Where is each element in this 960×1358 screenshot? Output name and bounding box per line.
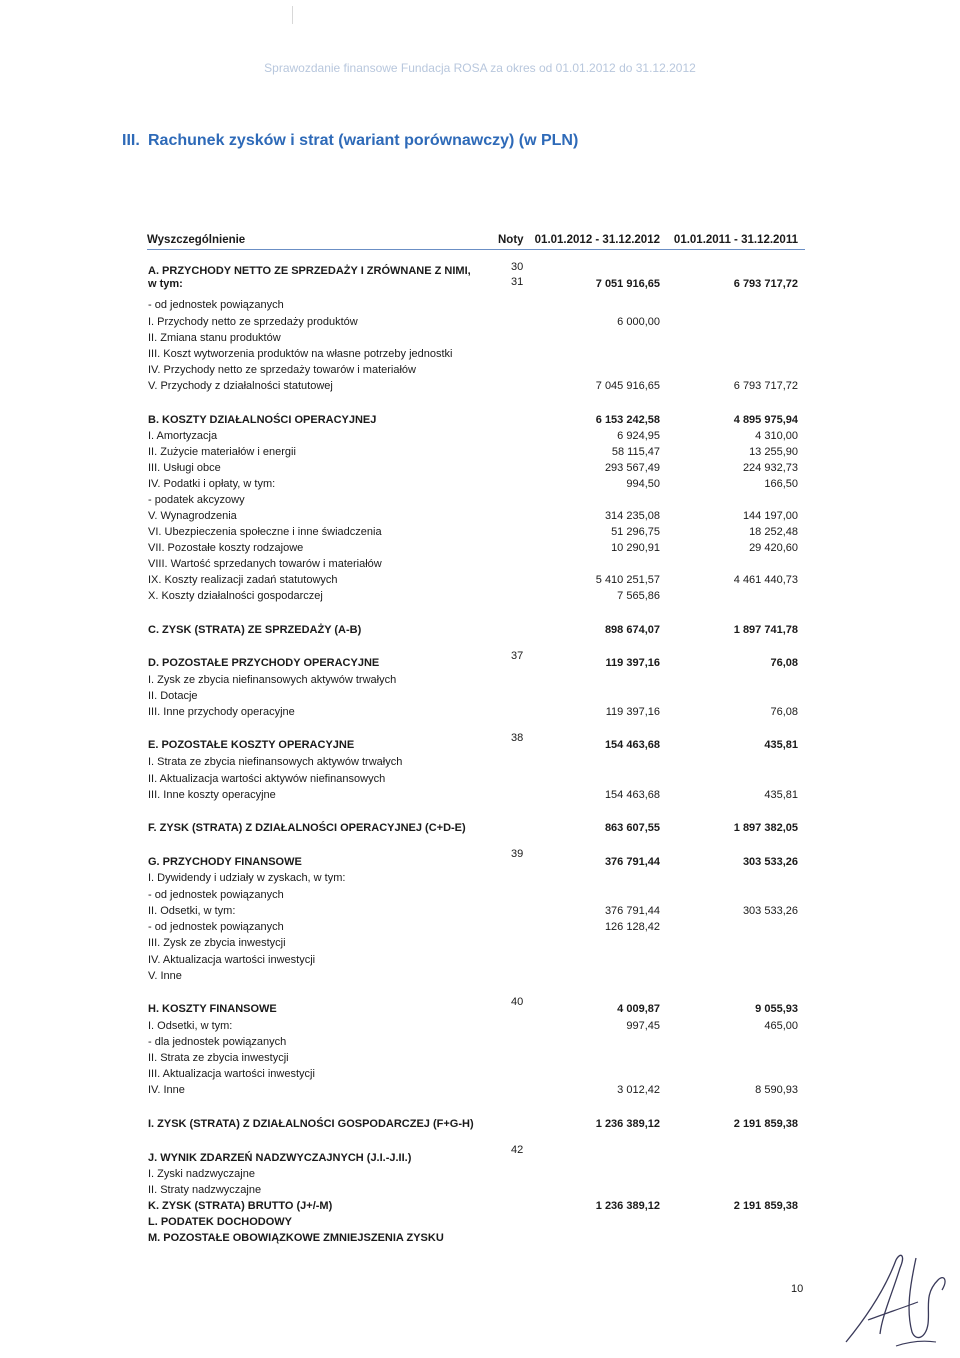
table-row: III. Inne koszty operacyjne 154 463,68 435,81 <box>148 789 798 801</box>
table-row: V. Przychody z działalności statutowej 7 045 916,65 6 793 717,72 <box>148 380 798 392</box>
table-row: II. Zmiana stanu produktów <box>148 332 281 344</box>
note-ref: 31 <box>511 276 524 288</box>
note-ref: 37 <box>511 650 524 662</box>
table-row: VII. Pozostałe koszty rodzajowe 10 290,91 29 420,60 <box>148 542 798 554</box>
table-row: - od jednostek powiązanych <box>148 889 284 901</box>
table-row: G. PRZYCHODY FINANSOWE 376 791,44 303 533,26 <box>148 856 798 868</box>
header-description: Wyszczególnienie <box>147 234 246 246</box>
header-period-current: 01.01.2012 - 31.12.2012 <box>534 234 660 246</box>
table-row: X. Koszty działalności gospodarczej 7 565,86 <box>148 590 660 602</box>
table-row: III. Koszt wytworzenia produktów na własne potrzeby jednostki <box>148 348 453 360</box>
table-row: VI. Ubezpieczenia społeczne i inne świadczenia 51 296,75 18 252,48 <box>148 526 798 538</box>
table-row: - dla jednostek powiązanych <box>148 1036 287 1048</box>
table-row: IV. Podatki i opłaty, w tym: 994,50 166,50 <box>148 478 798 490</box>
table-row: I. Amortyzacja 6 924,95 4 310,00 <box>148 430 798 442</box>
table-row: B. KOSZTY DZIAŁALNOŚCI OPERACYJNEJ 6 153 242,58 4 895 975,94 <box>148 414 798 426</box>
page-number: 10 <box>791 1283 804 1295</box>
table-row: II. Zużycie materiałów i energii 58 115,47 13 255,90 <box>148 446 798 458</box>
table-row: II. Aktualizacja wartości aktywów niefinansowych <box>148 773 386 785</box>
table-row: III. Usługi obce 293 567,49 224 932,73 <box>148 462 798 474</box>
note-ref: 42 <box>511 1144 524 1156</box>
table-row: I. ZYSK (STRATA) Z DZIAŁALNOŚCI GOSPODARCZEJ (F+G-H) 1 236 389,12 2 191 859,38 <box>148 1118 798 1130</box>
note-ref: 30 <box>511 261 524 273</box>
table-row: II. Strata ze zbycia inwestycji <box>148 1052 289 1064</box>
table-row: II. Dotacje <box>148 690 198 702</box>
table-row: I. Odsetki, w tym: 997,45 465,00 <box>148 1020 798 1032</box>
table-row: IX. Koszty realizacji zadań statutowych 5 410 251,57 4 461 440,73 <box>148 574 798 586</box>
table-row: III. Aktualizacja wartości inwestycji <box>148 1068 315 1080</box>
table-row: IV. Przychody netto ze sprzedaży towarów i materiałów <box>148 364 416 376</box>
table-row: I. Zyski nadzwyczajne <box>148 1168 255 1180</box>
table-row: IV. Aktualizacja wartości inwestycji <box>148 954 316 966</box>
table-row: IV. Inne 3 012,42 8 590,93 <box>148 1084 798 1096</box>
table-row: II. Straty nadzwyczajne <box>148 1184 262 1196</box>
table-row: J. WYNIK ZDARZEŃ NADZWYCZAJNYCH (J.I.-J.II.) <box>148 1152 412 1164</box>
header-notes: Noty <box>498 234 524 246</box>
section-title-text: Rachunek zysków i strat (wariant porównawczy) (w PLN) <box>148 132 579 149</box>
table-row: VIII. Wartość sprzedanych towarów i materiałów <box>148 558 382 570</box>
table-row: D. POZOSTAŁE PRZYCHODY OPERACYJNE 119 397,16 76,08 <box>148 657 798 669</box>
section-number: III. <box>122 132 140 149</box>
table-row: K. ZYSK (STRATA) BRUTTO (J+/-M) 1 236 389,12 2 191 859,38 <box>148 1200 798 1212</box>
table-row: F. ZYSK (STRATA) Z DZIAŁALNOŚCI OPERACYJNEJ (C+D-E) 863 607,55 1 897 382,05 <box>148 822 798 834</box>
section-title <box>122 132 578 150</box>
table-row: w tym: 7 051 916,65 6 793 717,72 <box>148 278 798 290</box>
table-row: I. Przychody netto ze sprzedaży produktów 6 000,00 <box>148 316 660 328</box>
table-row: M. POZOSTAŁE OBOWIĄZKOWE ZMNIEJSZENIA ZYSKU <box>148 1232 444 1244</box>
header-period-previous: 01.01.2011 - 31.12.2011 <box>673 234 798 246</box>
table-row: H. KOSZTY FINANSOWE 4 009,87 9 055,93 <box>148 1003 798 1015</box>
table-row: I. Zysk ze zbycia niefinansowych aktywów trwałych <box>148 674 397 686</box>
scan-artifact-line <box>292 6 293 24</box>
table-row: V. Wynagrodzenia 314 235,08 144 197,00 <box>148 510 798 522</box>
document-header: Sprawozdanie finansowe Fundacja ROSA za okres od 01.01.2012 do 31.12.2012 <box>264 61 696 75</box>
note-ref: 39 <box>511 848 524 860</box>
note-ref: 38 <box>511 732 524 744</box>
table-row: II. Odsetki, w tym: 376 791,44 303 533,26 <box>148 905 798 917</box>
table-row: E. POZOSTAŁE KOSZTY OPERACYJNE 154 463,68 435,81 <box>148 739 798 751</box>
table-row: III. Zysk ze zbycia inwestycji <box>148 937 286 949</box>
table-row: L. PODATEK DOCHODOWY <box>148 1216 293 1228</box>
table-row: I. Dywidendy i udziały w zyskach, w tym: <box>148 872 346 884</box>
table-row: III. Inne przychody operacyjne 119 397,16 76,08 <box>148 706 798 718</box>
table-row: I. Strata ze zbycia niefinansowych aktywów trwałych <box>148 756 403 768</box>
handwritten-signature <box>840 1250 950 1350</box>
table-row: - od jednostek powiązanych 126 128,42 <box>148 921 660 933</box>
table-row: - podatek akcyzowy <box>148 494 245 506</box>
table-row: A. PRZYCHODY NETTO ZE SPRZEDAŻY I ZRÓWNANE Z NIMI, <box>148 265 471 277</box>
table-row: C. ZYSK (STRATA) ZE SPRZEDAŻY (A-B) 898 674,07 1 897 741,78 <box>148 624 798 636</box>
header-rule <box>147 249 805 250</box>
table-row: - od jednostek powiązanych <box>148 299 284 311</box>
note-ref: 40 <box>511 996 524 1008</box>
table-row: V. Inne <box>148 970 182 982</box>
